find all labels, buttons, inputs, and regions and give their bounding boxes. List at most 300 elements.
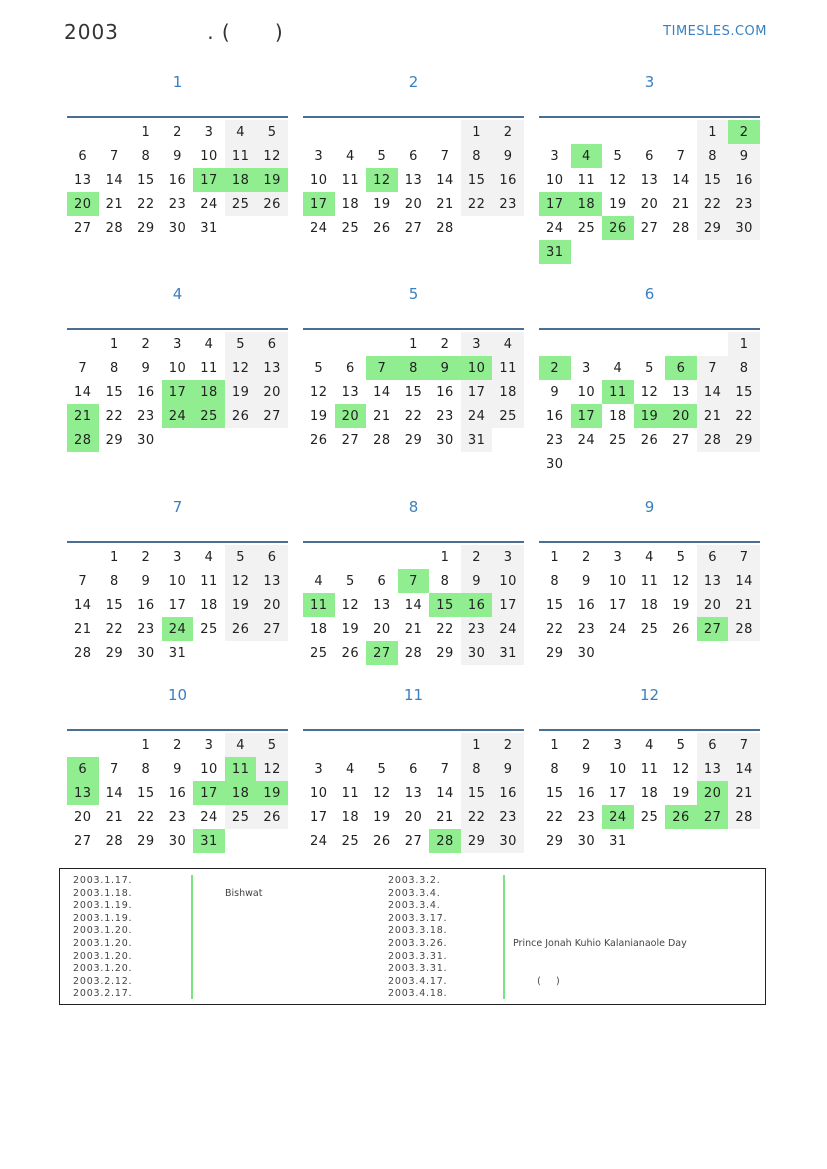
day-cell[interactable]: 9 [581, 761, 591, 777]
day-cell[interactable]: 13 [341, 384, 360, 400]
day-cell[interactable]: 1 [141, 737, 151, 753]
day-cell[interactable]: 3 [314, 761, 324, 777]
day-cell[interactable]: 14 [728, 569, 760, 593]
day-cell[interactable]: 2 [539, 356, 571, 380]
day-cell[interactable]: 21 [728, 781, 760, 805]
day-cell[interactable]: 24 [200, 196, 218, 212]
day-cell[interactable]: 18 [492, 380, 524, 404]
day-cell[interactable]: 12 [373, 785, 391, 801]
day-cell[interactable]: 5 [613, 148, 623, 164]
day-cell[interactable]: 6 [78, 148, 88, 164]
day-cell[interactable]: 8 [461, 144, 493, 168]
day-cell[interactable]: 10 [310, 172, 328, 188]
day-cell[interactable]: 8 [398, 356, 430, 380]
day-cell[interactable]: 4 [345, 761, 355, 777]
day-cell[interactable]: 22 [105, 621, 124, 637]
day-cell[interactable]: 2 [141, 549, 151, 565]
day-cell[interactable]: 17 [492, 593, 524, 617]
day-cell[interactable]: 6 [409, 761, 418, 777]
day-cell[interactable]: 6 [345, 360, 355, 376]
day-cell[interactable]: 5 [645, 360, 654, 376]
day-cell[interactable]: 23 [137, 621, 155, 637]
day-cell[interactable]: 2 [581, 549, 591, 565]
day-cell[interactable]: 17 [310, 809, 328, 825]
day-cell[interactable]: 15 [105, 384, 124, 400]
day-cell[interactable]: 16 [577, 785, 596, 801]
day-cell[interactable]: 13 [697, 569, 729, 593]
day-cell[interactable]: 30 [577, 645, 596, 661]
day-cell[interactable]: 29 [137, 833, 155, 849]
day-cell[interactable]: 10 [310, 785, 328, 801]
day-cell[interactable]: 19 [225, 380, 257, 404]
day-cell[interactable]: 17 [609, 785, 627, 801]
day-cell[interactable]: 7 [78, 573, 88, 589]
day-cell[interactable]: 3 [314, 148, 324, 164]
day-cell[interactable]: 21 [728, 593, 760, 617]
day-cell[interactable]: 25 [225, 805, 257, 829]
day-cell[interactable]: 30 [168, 220, 187, 236]
day-cell[interactable]: 18 [341, 809, 360, 825]
day-cell[interactable]: 5 [225, 332, 257, 356]
day-cell[interactable]: 26 [256, 192, 288, 216]
day-cell[interactable]: 22 [137, 196, 155, 212]
day-cell[interactable]: 23 [137, 408, 155, 424]
day-cell[interactable]: 20 [373, 621, 391, 637]
day-cell[interactable]: 5 [345, 573, 355, 589]
day-cell[interactable]: 16 [168, 785, 187, 801]
day-cell[interactable]: 1 [409, 336, 418, 352]
day-cell[interactable]: 12 [256, 757, 288, 781]
day-cell[interactable]: 27 [404, 833, 423, 849]
day-cell[interactable]: 5 [676, 549, 686, 565]
day-cell[interactable]: 25 [225, 192, 257, 216]
day-cell[interactable]: 25 [193, 404, 225, 428]
day-cell[interactable]: 28 [105, 833, 124, 849]
day-cell[interactable]: 4 [492, 332, 524, 356]
day-cell[interactable]: 30 [137, 645, 155, 661]
day-cell[interactable]: 25 [341, 220, 360, 236]
day-cell[interactable]: 31 [461, 428, 493, 452]
day-cell[interactable]: 30 [137, 432, 155, 448]
day-cell[interactable]: 15 [697, 168, 729, 192]
day-cell[interactable]: 29 [137, 220, 155, 236]
day-cell[interactable]: 11 [225, 757, 257, 781]
day-cell[interactable]: 8 [109, 360, 119, 376]
day-cell[interactable]: 26 [640, 432, 659, 448]
day-cell[interactable]: 12 [341, 597, 360, 613]
day-cell[interactable]: 17 [162, 380, 194, 404]
day-cell[interactable]: 23 [728, 192, 760, 216]
day-cell[interactable]: 7 [676, 148, 686, 164]
day-cell[interactable]: 2 [141, 336, 151, 352]
day-cell[interactable]: 30 [168, 833, 187, 849]
day-cell[interactable]: 2 [581, 737, 591, 753]
day-cell[interactable]: 17 [193, 781, 225, 805]
day-cell[interactable]: 27 [640, 220, 659, 236]
day-cell[interactable]: 1 [697, 120, 729, 144]
day-cell[interactable]: 21 [697, 404, 729, 428]
day-cell[interactable]: 28 [728, 805, 760, 829]
day-cell[interactable]: 6 [665, 356, 697, 380]
day-cell[interactable]: 14 [74, 597, 92, 613]
day-cell[interactable]: 26 [225, 617, 257, 641]
day-cell[interactable]: 7 [697, 356, 729, 380]
day-cell[interactable]: 18 [225, 781, 257, 805]
day-cell[interactable]: 25 [341, 833, 360, 849]
day-cell[interactable]: 3 [204, 124, 214, 140]
day-cell[interactable]: 19 [609, 196, 627, 212]
day-cell[interactable]: 12 [310, 384, 328, 400]
day-cell[interactable]: 8 [550, 761, 560, 777]
day-cell[interactable]: 3 [461, 332, 493, 356]
day-cell[interactable]: 25 [640, 621, 659, 637]
day-cell[interactable]: 18 [609, 408, 627, 424]
day-cell[interactable]: 17 [539, 192, 571, 216]
day-cell[interactable]: 12 [640, 384, 659, 400]
day-cell[interactable]: 23 [577, 621, 596, 637]
day-cell[interactable]: 29 [546, 833, 564, 849]
day-cell[interactable]: 4 [225, 120, 257, 144]
day-cell[interactable]: 23 [168, 196, 187, 212]
day-cell[interactable]: 28 [672, 220, 690, 236]
day-cell[interactable]: 20 [74, 809, 92, 825]
day-cell[interactable]: 25 [200, 621, 218, 637]
day-cell[interactable]: 9 [173, 761, 182, 777]
day-cell[interactable]: 20 [697, 781, 729, 805]
day-cell[interactable]: 31 [539, 240, 571, 264]
day-cell[interactable]: 16 [137, 384, 155, 400]
day-cell[interactable]: 15 [461, 168, 493, 192]
day-cell[interactable]: 10 [168, 360, 187, 376]
day-cell[interactable]: 21 [436, 809, 454, 825]
day-cell[interactable]: 28 [67, 428, 99, 452]
day-cell[interactable]: 28 [429, 829, 461, 853]
day-cell[interactable]: 25 [492, 404, 524, 428]
day-cell[interactable]: 28 [436, 220, 454, 236]
day-cell[interactable]: 11 [602, 380, 634, 404]
day-cell[interactable]: 11 [200, 573, 218, 589]
day-cell[interactable]: 6 [697, 733, 729, 757]
day-cell[interactable]: 7 [440, 148, 450, 164]
day-cell[interactable]: 29 [728, 428, 760, 452]
day-cell[interactable]: 30 [492, 829, 524, 853]
day-cell[interactable]: 9 [141, 360, 151, 376]
day-cell[interactable]: 12 [225, 356, 257, 380]
day-cell[interactable]: 24 [577, 432, 596, 448]
day-cell[interactable]: 3 [173, 549, 182, 565]
day-cell[interactable]: 16 [436, 384, 454, 400]
day-cell[interactable]: 3 [550, 148, 560, 164]
day-cell[interactable]: 30 [461, 641, 493, 665]
day-cell[interactable]: 26 [341, 645, 360, 661]
day-cell[interactable]: 28 [373, 432, 391, 448]
day-cell[interactable]: 31 [492, 641, 524, 665]
day-cell[interactable]: 19 [672, 785, 690, 801]
day-cell[interactable]: 28 [728, 617, 760, 641]
day-cell[interactable]: 13 [404, 785, 423, 801]
day-cell[interactable]: 9 [141, 573, 151, 589]
day-cell[interactable]: 17 [571, 404, 603, 428]
day-cell[interactable]: 24 [310, 220, 328, 236]
day-cell[interactable]: 21 [105, 809, 124, 825]
day-cell[interactable]: 24 [609, 621, 627, 637]
day-cell[interactable]: 28 [105, 220, 124, 236]
day-cell[interactable]: 29 [404, 432, 423, 448]
day-cell[interactable]: 18 [341, 196, 360, 212]
day-cell[interactable]: 22 [137, 809, 155, 825]
day-cell[interactable]: 9 [429, 356, 461, 380]
day-cell[interactable]: 4 [225, 733, 257, 757]
day-cell[interactable]: 17 [193, 168, 225, 192]
day-cell[interactable]: 21 [105, 196, 124, 212]
day-cell[interactable]: 26 [665, 805, 697, 829]
day-cell[interactable]: 26 [602, 216, 634, 240]
day-cell[interactable]: 29 [697, 216, 729, 240]
day-cell[interactable]: 8 [461, 757, 493, 781]
day-cell[interactable]: 11 [341, 172, 360, 188]
day-cell[interactable]: 13 [697, 757, 729, 781]
day-cell[interactable]: 16 [492, 168, 524, 192]
day-cell[interactable]: 10 [577, 384, 596, 400]
day-cell[interactable]: 31 [609, 833, 627, 849]
day-cell[interactable]: 2 [173, 124, 182, 140]
day-cell[interactable]: 21 [672, 196, 690, 212]
day-cell[interactable]: 27 [256, 617, 288, 641]
day-cell[interactable]: 19 [672, 597, 690, 613]
day-cell[interactable]: 23 [168, 809, 187, 825]
day-cell[interactable]: 27 [404, 220, 423, 236]
day-cell[interactable]: 16 [168, 172, 187, 188]
day-cell[interactable]: 23 [492, 192, 524, 216]
day-cell[interactable]: 3 [492, 545, 524, 569]
day-cell[interactable]: 1 [728, 332, 760, 356]
day-cell[interactable]: 15 [546, 785, 564, 801]
day-cell[interactable]: 16 [461, 593, 493, 617]
day-cell[interactable]: 10 [461, 356, 493, 380]
day-cell[interactable]: 12 [672, 573, 690, 589]
day-cell[interactable]: 21 [67, 404, 99, 428]
day-cell[interactable]: 8 [550, 573, 560, 589]
day-cell[interactable]: 4 [571, 144, 603, 168]
day-cell[interactable]: 13 [256, 356, 288, 380]
day-cell[interactable]: 16 [577, 597, 596, 613]
day-cell[interactable]: 16 [137, 597, 155, 613]
day-cell[interactable]: 4 [645, 737, 654, 753]
day-cell[interactable]: 16 [728, 168, 760, 192]
day-cell[interactable]: 18 [310, 621, 328, 637]
day-cell[interactable]: 1 [461, 733, 493, 757]
day-cell[interactable]: 16 [546, 408, 564, 424]
day-cell[interactable]: 4 [314, 573, 324, 589]
day-cell[interactable]: 4 [345, 148, 355, 164]
day-cell[interactable]: 29 [546, 645, 564, 661]
day-cell[interactable]: 5 [377, 148, 387, 164]
day-cell[interactable]: 24 [162, 617, 194, 641]
day-cell[interactable]: 11 [200, 360, 218, 376]
day-cell[interactable]: 19 [373, 809, 391, 825]
day-cell[interactable]: 11 [341, 785, 360, 801]
day-cell[interactable]: 3 [173, 336, 182, 352]
day-cell[interactable]: 2 [492, 120, 524, 144]
day-cell[interactable]: 2 [440, 336, 450, 352]
day-cell[interactable]: 14 [404, 597, 423, 613]
day-cell[interactable]: 31 [200, 220, 218, 236]
day-cell[interactable]: 27 [256, 404, 288, 428]
day-cell[interactable]: 22 [697, 192, 729, 216]
day-cell[interactable]: 1 [109, 549, 119, 565]
day-cell[interactable]: 27 [74, 220, 92, 236]
day-cell[interactable]: 10 [200, 148, 218, 164]
day-cell[interactable]: 1 [440, 549, 450, 565]
day-cell[interactable]: 23 [492, 805, 524, 829]
day-cell[interactable]: 26 [225, 404, 257, 428]
day-cell[interactable]: 22 [546, 809, 564, 825]
day-cell[interactable]: 6 [409, 148, 418, 164]
day-cell[interactable]: 27 [697, 805, 729, 829]
day-cell[interactable]: 10 [609, 573, 627, 589]
day-cell[interactable]: 30 [546, 456, 564, 472]
day-cell[interactable]: 8 [728, 356, 760, 380]
day-cell[interactable]: 24 [546, 220, 564, 236]
day-cell[interactable]: 26 [373, 220, 391, 236]
day-cell[interactable]: 4 [613, 360, 623, 376]
day-cell[interactable]: 8 [141, 761, 151, 777]
day-cell[interactable]: 12 [225, 569, 257, 593]
day-cell[interactable]: 6 [67, 757, 99, 781]
day-cell[interactable]: 17 [609, 597, 627, 613]
day-cell[interactable]: 25 [577, 220, 596, 236]
day-cell[interactable]: 5 [256, 120, 288, 144]
day-cell[interactable]: 12 [366, 168, 398, 192]
day-cell[interactable]: 19 [256, 781, 288, 805]
day-cell[interactable]: 23 [436, 408, 454, 424]
day-cell[interactable]: 5 [377, 761, 387, 777]
day-cell[interactable]: 12 [256, 144, 288, 168]
day-cell[interactable]: 27 [341, 432, 360, 448]
day-cell[interactable]: 27 [74, 833, 92, 849]
day-cell[interactable]: 31 [168, 645, 187, 661]
day-cell[interactable]: 1 [550, 549, 560, 565]
day-cell[interactable]: 19 [256, 168, 288, 192]
day-cell[interactable]: 25 [640, 809, 659, 825]
day-cell[interactable]: 9 [461, 569, 493, 593]
day-cell[interactable]: 24 [492, 617, 524, 641]
day-cell[interactable]: 5 [676, 737, 686, 753]
day-cell[interactable]: 9 [728, 144, 760, 168]
day-cell[interactable]: 2 [461, 545, 493, 569]
day-cell[interactable]: 20 [404, 809, 423, 825]
day-cell[interactable]: 19 [373, 196, 391, 212]
day-cell[interactable]: 29 [436, 645, 454, 661]
day-cell[interactable]: 15 [105, 597, 124, 613]
day-cell[interactable]: 10 [492, 569, 524, 593]
day-cell[interactable]: 26 [310, 432, 328, 448]
day-cell[interactable]: 18 [200, 597, 218, 613]
day-cell[interactable]: 11 [303, 593, 335, 617]
day-cell[interactable]: 19 [341, 621, 360, 637]
day-cell[interactable]: 11 [577, 172, 596, 188]
day-cell[interactable]: 17 [303, 192, 335, 216]
day-cell[interactable]: 5 [256, 733, 288, 757]
day-cell[interactable]: 19 [225, 593, 257, 617]
day-cell[interactable]: 20 [665, 404, 697, 428]
day-cell[interactable]: 17 [461, 380, 493, 404]
day-cell[interactable]: 27 [697, 617, 729, 641]
day-cell[interactable]: 8 [440, 573, 450, 589]
day-cell[interactable]: 13 [373, 597, 391, 613]
day-cell[interactable]: 15 [461, 781, 493, 805]
day-cell[interactable]: 7 [109, 761, 119, 777]
day-cell[interactable]: 13 [256, 569, 288, 593]
day-cell[interactable]: 6 [377, 573, 387, 589]
day-cell[interactable]: 14 [728, 757, 760, 781]
day-cell[interactable]: 10 [609, 761, 627, 777]
day-cell[interactable]: 15 [546, 597, 564, 613]
day-cell[interactable]: 28 [74, 645, 92, 661]
day-cell[interactable]: 24 [162, 404, 194, 428]
day-cell[interactable]: 8 [141, 148, 151, 164]
day-cell[interactable]: 28 [697, 428, 729, 452]
day-cell[interactable]: 27 [366, 641, 398, 665]
day-cell[interactable]: 5 [225, 545, 257, 569]
day-cell[interactable]: 30 [728, 216, 760, 240]
day-cell[interactable]: 15 [429, 593, 461, 617]
day-cell[interactable]: 10 [200, 761, 218, 777]
day-cell[interactable]: 18 [193, 380, 225, 404]
day-cell[interactable]: 15 [404, 384, 423, 400]
day-cell[interactable]: 8 [109, 573, 119, 589]
day-cell[interactable]: 22 [461, 805, 493, 829]
day-cell[interactable]: 14 [436, 785, 454, 801]
day-cell[interactable]: 22 [105, 408, 124, 424]
day-cell[interactable]: 13 [404, 172, 423, 188]
day-cell[interactable]: 7 [366, 356, 398, 380]
day-cell[interactable]: 26 [373, 833, 391, 849]
day-cell[interactable]: 15 [137, 785, 155, 801]
day-cell[interactable]: 10 [546, 172, 564, 188]
day-cell[interactable]: 25 [310, 645, 328, 661]
day-cell[interactable]: 23 [461, 617, 493, 641]
day-cell[interactable]: 9 [173, 148, 182, 164]
day-cell[interactable]: 10 [168, 573, 187, 589]
day-cell[interactable]: 7 [398, 569, 430, 593]
day-cell[interactable]: 12 [672, 761, 690, 777]
site-brand-link[interactable]: TIMESLES.COM [663, 24, 767, 39]
day-cell[interactable]: 4 [645, 549, 654, 565]
day-cell[interactable]: 20 [256, 593, 288, 617]
day-cell[interactable]: 26 [672, 621, 690, 637]
day-cell[interactable]: 3 [613, 737, 623, 753]
day-cell[interactable]: 30 [436, 432, 454, 448]
day-cell[interactable]: 4 [204, 336, 214, 352]
day-cell[interactable]: 24 [200, 809, 218, 825]
day-cell[interactable]: 11 [640, 573, 659, 589]
day-cell[interactable]: 20 [640, 196, 659, 212]
day-cell[interactable]: 8 [697, 144, 729, 168]
day-cell[interactable]: 1 [109, 336, 119, 352]
day-cell[interactable]: 14 [373, 384, 391, 400]
day-cell[interactable]: 7 [728, 545, 760, 569]
day-cell[interactable]: 29 [105, 432, 124, 448]
day-cell[interactable]: 23 [577, 809, 596, 825]
day-cell[interactable]: 14 [697, 380, 729, 404]
day-cell[interactable]: 14 [105, 785, 124, 801]
day-cell[interactable]: 20 [335, 404, 367, 428]
day-cell[interactable]: 22 [546, 621, 564, 637]
day-cell[interactable]: 5 [314, 360, 324, 376]
day-cell[interactable]: 29 [461, 829, 493, 853]
day-cell[interactable]: 21 [373, 408, 391, 424]
